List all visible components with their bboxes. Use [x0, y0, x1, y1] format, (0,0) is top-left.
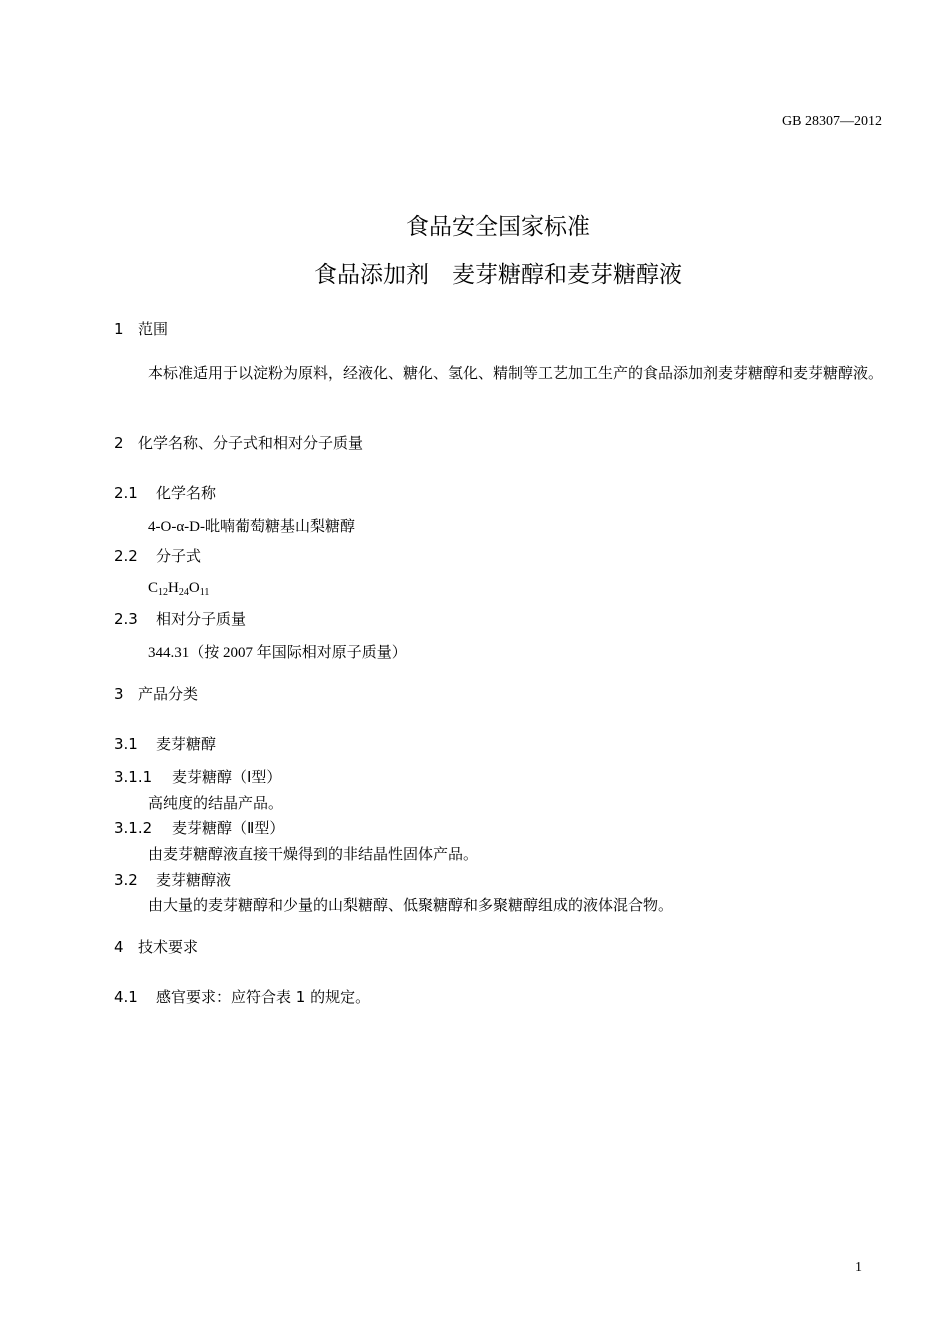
section-number: 3.1 [114, 735, 138, 753]
document-title-line2: 食品添加剂 麦芽糖醇和麦芽糖醇液 [314, 262, 682, 288]
section-number: 3.1.2 [114, 819, 153, 837]
section-2-2-heading [114, 545, 201, 566]
section-title: 范围 [138, 320, 169, 338]
section-3-2-text: 由大量的麦芽糖醇和少量的山梨糖醇、低聚糖醇和多聚糖醇组成的液体混合物。 [148, 898, 674, 914]
molecular-mass: 344.31（按 2007 年国际相对原子质量） [148, 645, 407, 661]
section-title: 分子式 [156, 547, 202, 565]
section-title: 麦芽糖醇（Ⅰ型） [172, 768, 282, 786]
section-2-3-heading [114, 608, 246, 629]
section-title: 化学名称 [156, 484, 217, 502]
document-title-line1: 食品安全国家标准 [406, 214, 590, 240]
section-4-heading [114, 936, 198, 957]
section-3-1-2-heading [114, 817, 284, 838]
page-number: 1 [855, 1260, 862, 1275]
standard-code: GB 28307—2012 [782, 114, 882, 129]
section-number: 4.1 [114, 988, 138, 1006]
section-3-1-2-text: 由麦芽糖醇液直接干燥得到的非结晶性固体产品。 [148, 847, 479, 863]
section-number: 3 [114, 685, 124, 703]
section-number: 2.2 [114, 547, 138, 565]
section-title: 麦芽糖醇（Ⅱ型） [172, 819, 285, 837]
section-title: 麦芽糖醇 [156, 735, 217, 753]
section-3-1-heading [114, 733, 216, 754]
section-title: 相对分子质量 [156, 610, 247, 628]
molecular-formula: $C_{12}H_{24}O_{11}$ [148, 580, 210, 598]
section-1-text: 本标准适用于以淀粉为原料，经液化、糖化、氢化、精制等工艺加工生产的食品添加剂麦芽糖醇和麦芽糖醇液。 [148, 366, 884, 382]
section-3-2-heading [114, 869, 231, 890]
section-title: 麦芽糖醇液 [156, 871, 232, 889]
section-4-1-heading [114, 986, 370, 1007]
section-2-1-heading [114, 482, 216, 503]
section-number: 3.2 [114, 871, 138, 889]
section-title: 技术要求 [138, 938, 199, 956]
section-3-heading [114, 683, 198, 704]
section-number: 2 [114, 434, 124, 452]
section-1-heading [114, 318, 168, 339]
section-title: 产品分类 [138, 685, 199, 703]
chemical-name: 4-O-α-D-吡喃葡萄糖基山梨糖醇 [148, 519, 356, 535]
section-title: 化学名称、分子式和相对分子质量 [138, 434, 364, 452]
section-title: 感官要求：应符合表 1 的规定。 [156, 988, 371, 1006]
section-number: 1 [114, 320, 124, 338]
section-number: 2.3 [114, 610, 138, 628]
section-number: 2.1 [114, 484, 138, 502]
section-number: 4 [114, 938, 124, 956]
section-number: 3.1.1 [114, 768, 153, 786]
section-3-1-1-heading [114, 766, 281, 787]
section-2-heading [114, 432, 363, 453]
section-3-1-1-text: 高纯度的结晶产品。 [148, 796, 284, 812]
